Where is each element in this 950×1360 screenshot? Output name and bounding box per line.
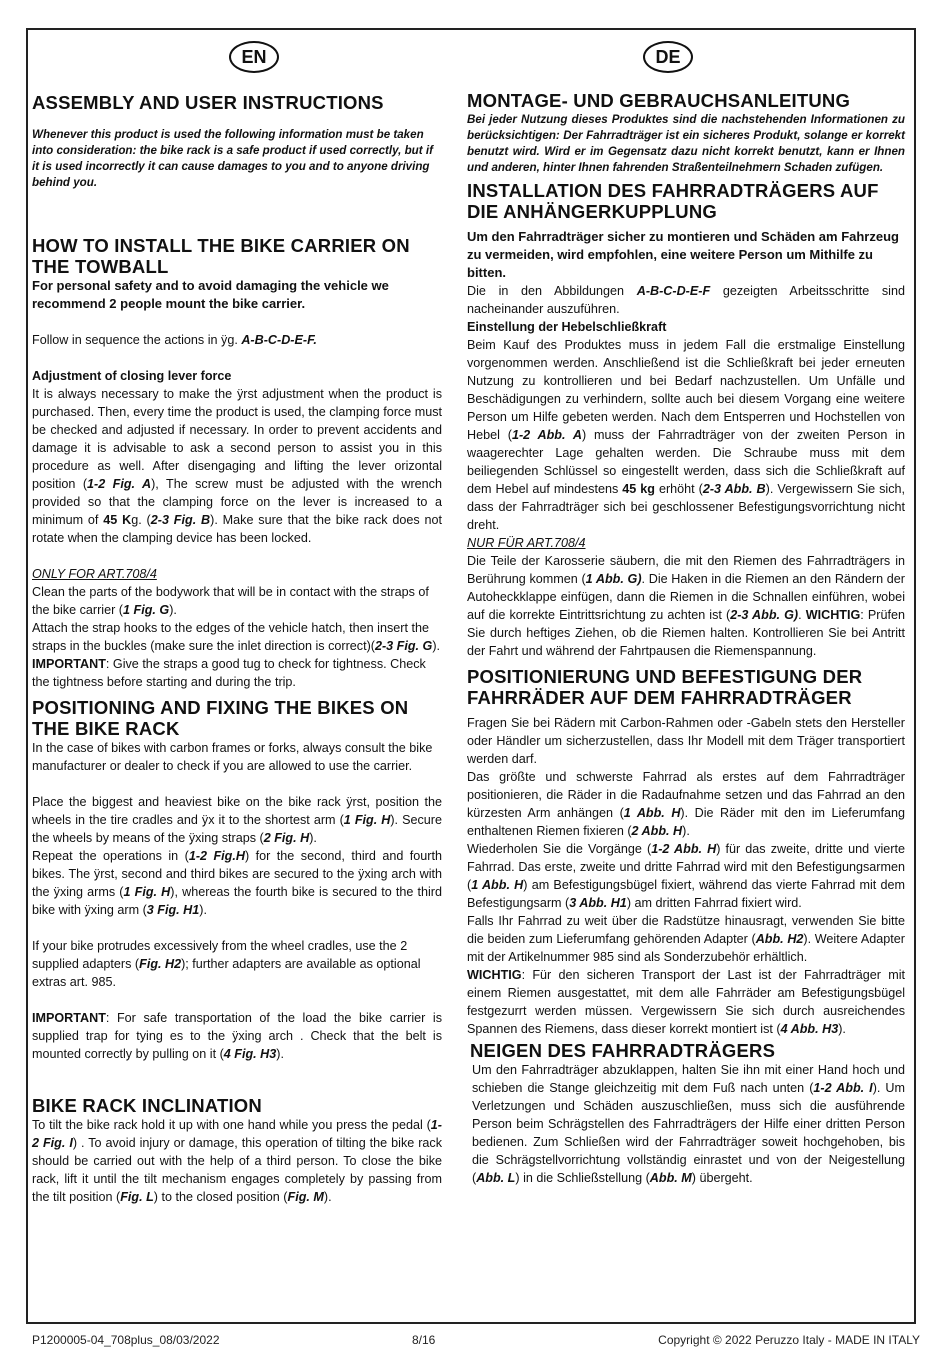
de-intro: Bei jeder Nutzung dieses Produktes sind die nachstehenden Informationen zu berücksichtigen: Der Fahrradträger ist ein sicheres Produkt, solange er korrekt benutzt wird. Wird er im Gegensatz dazu nicht korrekt benutzt, kann er Ihnen und anderen, hinter Ihnen fahrenden Straßenteilnehmern Schaden zufügen. — [467, 113, 905, 174]
de-place-text: Das größte und schwerste Fahrrad als erstes auf dem Fahrradträger positionieren, die Räder in die Radaufnahme setzen und das Fahrrad an den kürzesten Arm anhängen (1 Abb. H). Die Räder mit den im Lieferumfang enthaltenen Riemen fixieren (2 Abb. H). — [467, 770, 906, 838]
de-title: MONTAGE- UND GEBRAUCHSANLEITUNG — [467, 90, 851, 111]
de-protrude-text: Falls Ihr Fahrrad zu weit über die Radstütze hinausragt, verwenden Sie bitte die beiden zum Lieferumfang gehörenden Adapter (Abb. H2). Weitere Adapter mit der Artikelnummer 985 sind als Sonderzubehör erhältlich. — [467, 914, 905, 964]
en-follow-sequence: Follow in sequence the actions in ÿg. A-B-C-D-E-F. — [32, 333, 317, 347]
en-title: ASSEMBLY AND USER INSTRUCTIONS — [32, 92, 384, 113]
en-place-text: Place the biggest and heaviest bike on the bike rack ÿrst, position the wheels in the tire cradles and ÿx it to the shortest arm (1 Fig. H). Secure the wheels by means of the ÿxing straps (2 Fig. H). — [32, 795, 442, 845]
en-important-2: IMPORTANT: For safe transportation of the load the bike carrier is supplied trap for tying es to the ÿxing arch . Check that the belt is mounted correctly by pulling on it (4 Fig. H3). — [32, 1011, 442, 1061]
en-carbon-note: In the case of bikes with carbon frames or forks, always consult the bike manufacturer or dealer to check if you are allowed to use the carrier. — [32, 741, 433, 773]
de-install-note: Um den Fahrradträger sicher zu montieren und Schäden am Fahrzeug zu vermeiden, wird empfohlen, eine weitere Person um Mithilfe zu bitten. — [467, 229, 899, 280]
de-adjust-title: Einstellung der Hebelschließkraft — [467, 320, 667, 334]
german-column — [467, 90, 905, 1187]
de-heading-positioning: POSITIONIERUNG UND BEFESTIGUNG DER FAHRRÄDER AUF DEM FAHRRADTRÄGER — [467, 666, 863, 708]
footer-copyright: Copyright © 2022 Peruzzo Italy - MADE IN ITALY — [658, 1333, 920, 1347]
en-important-1: IMPORTANT: Give the straps a good tug to check for tightness. Check the tightness before starting and during the trip. — [32, 657, 426, 689]
de-heading-install: INSTALLATION DES FAHRRADTRÄGERS AUF DIE ANHÄNGERKUPPLUNG — [467, 180, 879, 222]
de-repeat-text: Wiederholen Sie die Vorgänge (1-2 Abb. H) für das zweite, dritte und vierte Fahrrad. Das erste, zweite und dritte Fahrrad wird mit den Befestigungsarmen (1 Abb. H) am Befestigungsbügel fixiert, während das vierte Fahrrad mit dem Befestigungsarm (3 Abb. H1) am dritten Fahrrad fixiert wird. — [467, 842, 906, 910]
de-only-art: NUR FÜR ART.708/4 — [467, 536, 586, 550]
en-clean-text: Clean the parts of the bodywork that will be in contact with the straps of the bike carrier (1 Fig. G). — [32, 585, 429, 617]
en-only-art: ONLY FOR ART.708/4 — [32, 567, 157, 581]
en-protrude-text: If your bike protrudes excessively from the wheel cradles, use the 2 supplied adapters (Fig. H2); further adapters are available as optional extras art. 985. — [32, 939, 421, 989]
footer-page-number: 8/16 — [412, 1333, 436, 1347]
en-repeat-text: Repeat the operations in (1-2 Fig.H) for the second, third and fourth bikes. The ÿrst, second and third bikes are secured to the ÿxing arch with the ÿxing arms (1 Fig. H), whereas the fourth bike is secured to the third bike with ÿxing arm (3 Fig. H1). — [32, 849, 443, 917]
lang-badge-en: EN — [229, 41, 279, 73]
de-heading-inclination: NEIGEN DES FAHRRADTRÄGERS — [470, 1040, 776, 1061]
de-adjust-text: Beim Kauf des Produktes muss in jedem Fall die erstmalige Einstellung vorgenommen werden. Anschließend ist die Schließkraft bei jeder erneuten Nutzung zu kontrollieren und bei Bedarf nachzustellen. Um Unfälle und Beschädigungen zu verhindern, sollte auch bei diesem Vorgang eine weitere Person um Hilfe gebeten werden. Nach dem Entsperren und Hochstellen von Hebel (1-2 Abb. A) muss der Fahrradträger von der zweiten Person in waagerechter Lage gehalten werden. Die Schraube muss mit dem beiliegenden Schlüssel so eingestellt werden, dass sich die Schließkraft auf dem Hebel auf mindestens 45 kg erhöht (2-3 Abb. B). Vergewissern Sie sich, dass der Fahrradträger sich bei geschlossener Befestigungsvorrichtung nicht dreht. — [467, 338, 906, 532]
en-install-note: For personal safety and to avoid damaging the vehicle we recommend 2 people mount the bike carrier. — [32, 278, 389, 311]
en-heading-inclination: BIKE RACK INCLINATION — [32, 1095, 262, 1116]
en-adjust-title: Adjustment of closing lever force — [32, 369, 232, 383]
de-inclination-text: Um den Fahrradträger abzuklappen, halten Sie ihn mit einer Hand hoch und schieben die Stange gleichzeitig mit dem Fuß nach unten (1-2 Abb. I). Um Verletzungen und Schäden auszuschließen, muss sich die ausführende Person beim Schrägstellen des Fahrradträgers der Hilfe einer dritten Person bedienen. Zum Schließen wird der Fahrradträger soweit hochgehoben, bis die Schrägstellvorrichtung vollständig einrastet und von der Neigestellung (Abb. L) in die Schließstellung (Abb. M) übergeht. — [472, 1063, 905, 1185]
en-inclination-text: To tilt the bike rack hold it up with one hand while you press the pedal (1-2 Fig. I) . To avoid injury or damage, this operation of tilting the bike rack should be carried out with the help of a third person. To close the bike rack, lift it until the tilt mechanism engages completely by passing from the tilt position (Fig. L) to the closed position (Fig. M). — [32, 1118, 442, 1204]
en-heading-positioning: POSITIONING AND FIXING THE BIKES ON THE BIKE RACK — [32, 697, 409, 739]
de-carbon-note: Fragen Sie bei Rädern mit Carbon-Rahmen oder -Gabeln stets den Hersteller oder Händler um sicherzustellen, dass Ihr Modell mit dem Träger transportiert werden darf. — [467, 716, 905, 766]
de-clean-text: Die Teile der Karosserie säubern, die mit den Riemen des Fahrradträgers in Berührung kommen (1 Abb. G). Die Haken in die Riemen an den Rändern der Autoheckklappe einfügen, dann die Riemen in die Schnallen einführen, wobei auf die korrekte Eintrittsrichtung zu achten ist (2-3 Abb. G). WICHTIG: Prüfen Sie durch heftiges Ziehen, ob die Riemen halten. Kontrollieren Sie bei Antritt der Fahrt und während der Fahrtpausen die Riemenspannung. — [467, 554, 906, 658]
en-intro: Whenever this product is used the following information must be taken into consideration: the bike rack is a safe product if used correctly, but if it is used incorrectly it can cause damages to you and to anyone driving behind you. — [32, 128, 433, 189]
lang-badge-de: DE — [643, 41, 693, 73]
en-attach-text: Attach the strap hooks to the edges of the vehicle hatch, then insert the straps in the buckles (make sure the inlet direction is correct)(2-3 Fig. G). — [32, 621, 441, 653]
en-heading-install: HOW TO INSTALL THE BIKE CARRIER ON THE TOWBALL — [32, 235, 410, 277]
de-important-2: WICHTIG: Für den sicheren Transport der Last ist der Fahrradträger mit einem Riemen ausgestattet, mit dem alle Fahrräder am Befestigungsbügel festgezurrt werden müssen. Vergewissern Sie sich durch ausreichendes Spannen des Riemens, dass dieser korrekt montiert ist (4 Abb. H3). — [467, 968, 905, 1036]
en-adjust-text: It is always necessary to make the ÿrst adjustment when the product is purchased. Then, every time the product is used, the clamping force must be checked and adjusted if necessary. In order to prevent accidents and damage it is advisable to ask a second person to assist you in this procedure as well. After disengaging and lifting the lever orizontal position (1-2 Fig. A), The screw must be adjusted with the wrench provided so that the clamping force on the lever is increased to a minimum of 45 Kg. (2-3 Fig. B). Make sure that the bike rack does not rotate when the clamping device has been locked. — [32, 387, 443, 545]
de-steps-text: Die in den Abbildungen A-B-C-D-E-F gezeigten Arbeitsschritte sind nacheinander auszuführen. — [467, 284, 905, 316]
footer-doc-code: P1200005-04_708plus_08/03/2022 — [32, 1333, 220, 1347]
english-column — [32, 90, 442, 1206]
